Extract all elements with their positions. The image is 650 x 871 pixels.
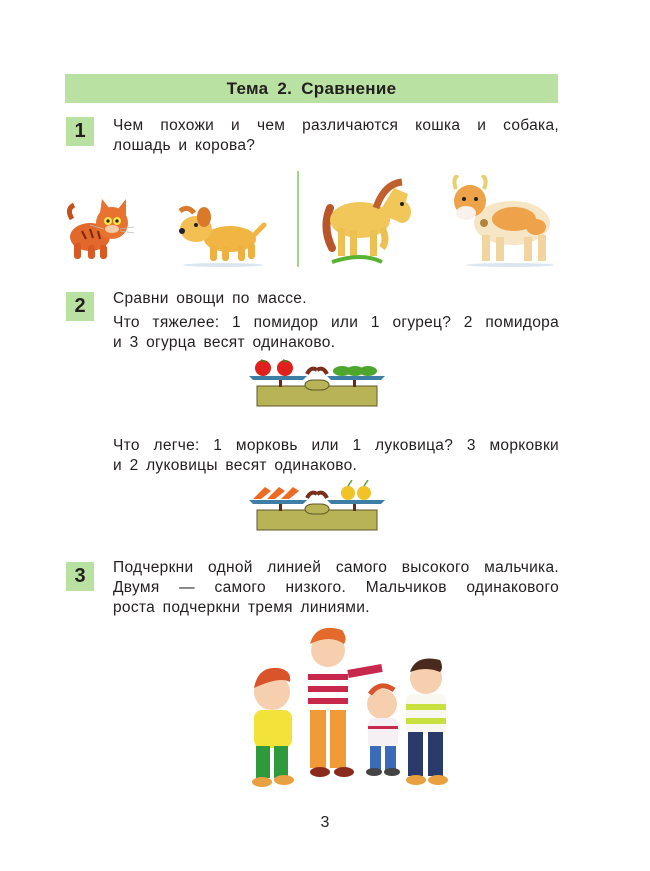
task-3-line-2: Двумя — самого низкого. Мальчиков одинакового: [113, 579, 559, 596]
task-2-part-b-line-1: Что легче: 1 морковь или 1 луковица? 3 морковки: [113, 437, 559, 454]
topic-title: Тема 2. Сравнение: [226, 78, 397, 98]
boys-illustration: [240, 622, 455, 790]
task-3-line-3: роста подчеркни тремя линиями.: [113, 599, 370, 616]
task-number: 2: [74, 295, 86, 317]
task-number: 1: [74, 120, 86, 142]
boy-white-shirt: [366, 686, 400, 776]
scale-carrots-onions: [247, 480, 387, 540]
task-2-part-a-line-2: и 3 огурца весят одинаково.: [113, 334, 336, 351]
cat-illustration: [64, 195, 144, 267]
cow-illustration: [448, 175, 558, 267]
task-number: 3: [74, 565, 86, 587]
boy-yellow-sweater: [252, 668, 294, 787]
task-2-intro: Сравни овощи по массе.: [113, 290, 307, 307]
scale-tomatoes-cucumbers: [247, 356, 387, 416]
task-2-number-badge: [66, 292, 94, 321]
page-number: 3: [320, 814, 330, 831]
task-3-line-1: Подчеркни одной линией самого высокого мальчика.: [113, 559, 559, 576]
horse-illustration: [322, 178, 424, 268]
animals-divider: [297, 171, 299, 267]
boy-green-striped: [406, 659, 448, 786]
task-3-number-badge: [66, 562, 94, 591]
task-1-line-2: лошадь и корова?: [113, 137, 256, 154]
task-2-part-a-line-1: Что тяжелее: 1 помидор или 1 огурец? 2 помидора: [113, 314, 559, 331]
task-1-number-badge: [66, 117, 94, 146]
task-1-line-1: Чем похожи и чем различаются кошка и собака,: [113, 117, 559, 134]
topic-title-bar: [65, 74, 558, 103]
dog-illustration: [176, 205, 268, 267]
task-2-part-b-line-2: и 2 луковицы весят одинаково.: [113, 457, 358, 474]
